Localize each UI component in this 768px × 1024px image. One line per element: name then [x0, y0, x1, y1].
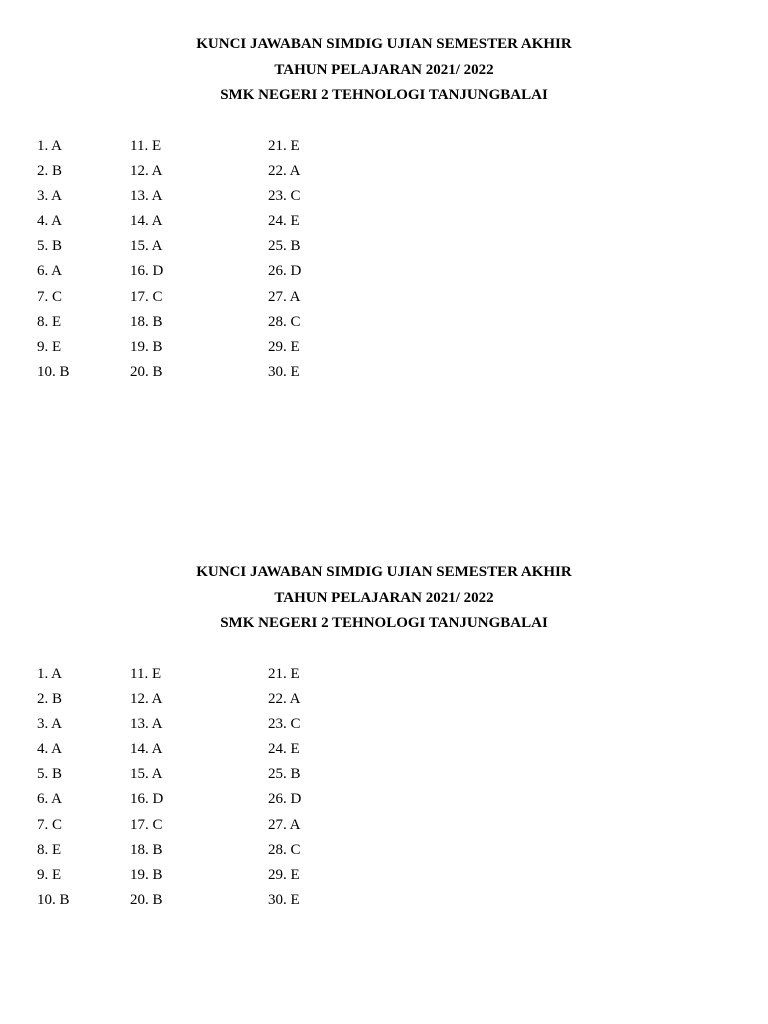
answer-column-2 [130, 662, 163, 914]
answer-item: 16. D [130, 263, 164, 280]
answer-item: 10. B [37, 892, 70, 909]
answer-item: 7. C [37, 288, 63, 305]
answer-item: 12. A [130, 162, 163, 179]
answer-item: 1. A [37, 137, 63, 154]
answer-item: 23. C [268, 187, 301, 204]
answer-item: 1. A [37, 665, 63, 682]
answer-item: 27. A [268, 288, 301, 305]
answer-item: 21. E [268, 137, 300, 154]
answer-item: 15. A [130, 766, 163, 783]
answer-column-2 [130, 134, 163, 386]
answer-key-section-2 [0, 560, 768, 922]
answer-item: 24. E [268, 213, 300, 230]
answer-item: 28. C [268, 313, 301, 330]
answer-item: 29. E [268, 867, 300, 883]
answer-column-1 [37, 662, 70, 914]
answer-grid [0, 134, 768, 394]
answer-item: 20. B [130, 364, 163, 381]
answer-item: 4. A [37, 741, 63, 758]
section-title-line-3: SMK NEGERI 2 TEHNOLOGI TANJUNGBALAI [220, 615, 548, 631]
answer-item: 11. E [130, 665, 162, 682]
answer-item: 18. B [130, 841, 163, 858]
answer-item: 6. A [37, 791, 63, 808]
answer-item: 19. B [130, 339, 163, 355]
answer-column-3 [268, 134, 301, 386]
answer-item: 25. B [268, 238, 301, 255]
answer-column-1 [37, 134, 70, 386]
answer-item: 26. D [268, 263, 302, 280]
section-title-line-2: TAHUN PELAJARAN 2021/ 2022 [274, 589, 494, 606]
answer-item: 8. E [37, 313, 62, 330]
answer-item: 11. E [130, 137, 162, 154]
section-title-line-1: KUNCI JAWABAN SIMDIG UJIAN SEMESTER AKHIR [196, 564, 572, 580]
answer-item: 9. E [37, 867, 62, 883]
answer-item: 2. B [37, 690, 63, 707]
answer-item: 29. E [268, 339, 300, 355]
answer-item: 3. A [37, 187, 63, 204]
answer-item: 19. B [130, 867, 163, 883]
answer-item: 25. B [268, 766, 301, 783]
answer-item: 17. C [130, 816, 163, 833]
answer-item: 9. E [37, 339, 62, 355]
section-title-line-3: SMK NEGERI 2 TEHNOLOGI TANJUNGBALAI [220, 87, 548, 103]
answer-item: 13. A [130, 715, 163, 732]
answer-item: 30. E [268, 892, 300, 909]
answer-item: 28. C [268, 841, 301, 858]
answer-item: 17. C [130, 288, 163, 305]
answer-item: 3. A [37, 715, 63, 732]
section-title-line-2: TAHUN PELAJARAN 2021/ 2022 [274, 61, 494, 78]
answer-item: 14. A [130, 741, 163, 758]
answer-item: 22. A [268, 162, 301, 179]
answer-item: 16. D [130, 791, 164, 808]
answer-item: 22. A [268, 690, 301, 707]
answer-item: 13. A [130, 187, 163, 204]
answer-item: 30. E [268, 364, 300, 381]
answer-item: 14. A [130, 213, 163, 230]
answer-item: 4. A [37, 213, 63, 230]
answer-item: 23. C [268, 715, 301, 732]
answer-item: 21. E [268, 665, 300, 682]
answer-item: 27. A [268, 816, 301, 833]
section-title-line-1: KUNCI JAWABAN SIMDIG UJIAN SEMESTER AKHIR [196, 36, 572, 52]
answer-grid [0, 662, 768, 922]
answer-item: 20. B [130, 892, 163, 909]
answer-item: 26. D [268, 791, 302, 808]
answer-key-section-1 [0, 32, 768, 394]
answer-item: 24. E [268, 741, 300, 758]
answer-item: 2. B [37, 162, 63, 179]
answer-item: 8. E [37, 841, 62, 858]
answer-item: 7. C [37, 816, 63, 833]
answer-item: 18. B [130, 313, 163, 330]
answer-item: 5. B [37, 766, 63, 783]
answer-item: 10. B [37, 364, 70, 381]
answer-item: 6. A [37, 263, 63, 280]
answer-item: 15. A [130, 238, 163, 255]
answer-column-3 [268, 662, 301, 914]
answer-item: 5. B [37, 238, 63, 255]
answer-item: 12. A [130, 690, 163, 707]
